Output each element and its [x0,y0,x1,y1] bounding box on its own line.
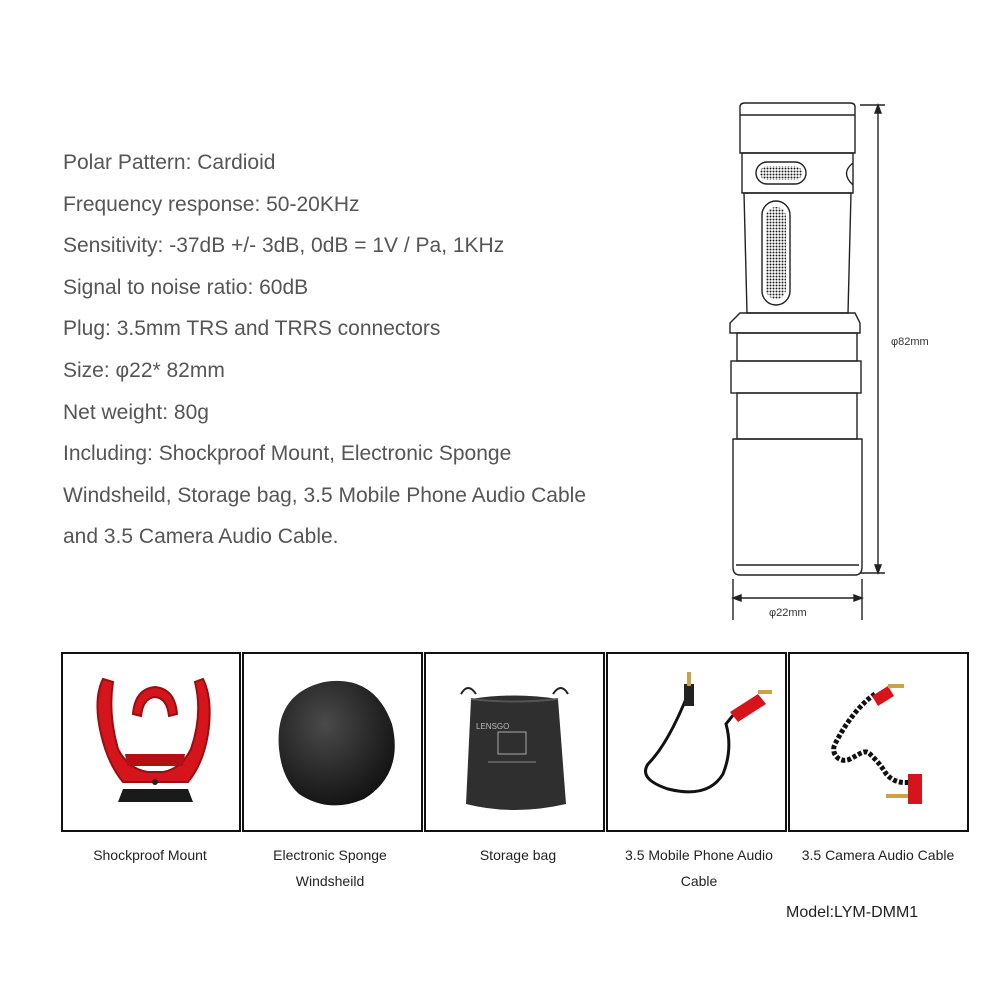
caption-storage-bag: Storage bag [479,847,557,863]
microphone-drawing [700,95,1000,635]
bag-brand-label: LENSGO [476,722,510,731]
accessory-box-shockproof-mount [61,652,241,832]
spec-including: Including: Shockproof Mount, Electronic Sponge Windsheild, Storage bag, 3.5 Mobile Phone Audio Cable and 3.5 Camera Audio Cable. [63,442,587,549]
accessory-box-sponge-windshield [242,652,423,832]
accessory-box-storage-bag [424,652,605,832]
accessory-box-camera-cable [788,652,969,832]
spec-sensitivity: Sensitivity: -37dB +/- 3dB, 0dB = 1V / Pa, 1KHz [63,234,505,258]
spec-polar-pattern: Polar Pattern: Cardioid [63,151,276,174]
spec-weight: Net weight: 80g [63,400,209,424]
spec-plug: Plug: 3.5mm TRS and TRRS connectors [63,317,441,341]
model-number: Model:LYM-DMM1 [786,904,919,921]
caption-camera-cable: 3.5 Camera Audio Cable [801,847,955,863]
caption-shockproof-mount: Shockproof Mount [93,847,207,863]
spec-list [63,142,683,558]
shockproof-mount-icon [63,654,239,830]
spec-frequency-response: Frequency response: 50-20KHz [63,192,360,216]
foam-windshield-icon [244,654,421,830]
height-dimension-label: φ82mm [891,336,929,348]
caption-mobile-cable: 3.5 Mobile Phone Audio Cable [625,847,773,889]
width-dimension-label: φ22mm [769,607,807,619]
mobile-phone-cable-icon [608,654,785,830]
caption-sponge-windshield: Electronic Sponge Windsheild [273,847,387,889]
spec-size: Size: φ22* 82mm [63,358,225,382]
camera-cable-icon [790,654,967,830]
storage-bag-icon [426,654,603,830]
microphone-outline-icon [700,95,1000,635]
accessory-box-mobile-cable [606,652,787,832]
spec-snr: Signal to noise ratio: 60dB [63,275,309,299]
